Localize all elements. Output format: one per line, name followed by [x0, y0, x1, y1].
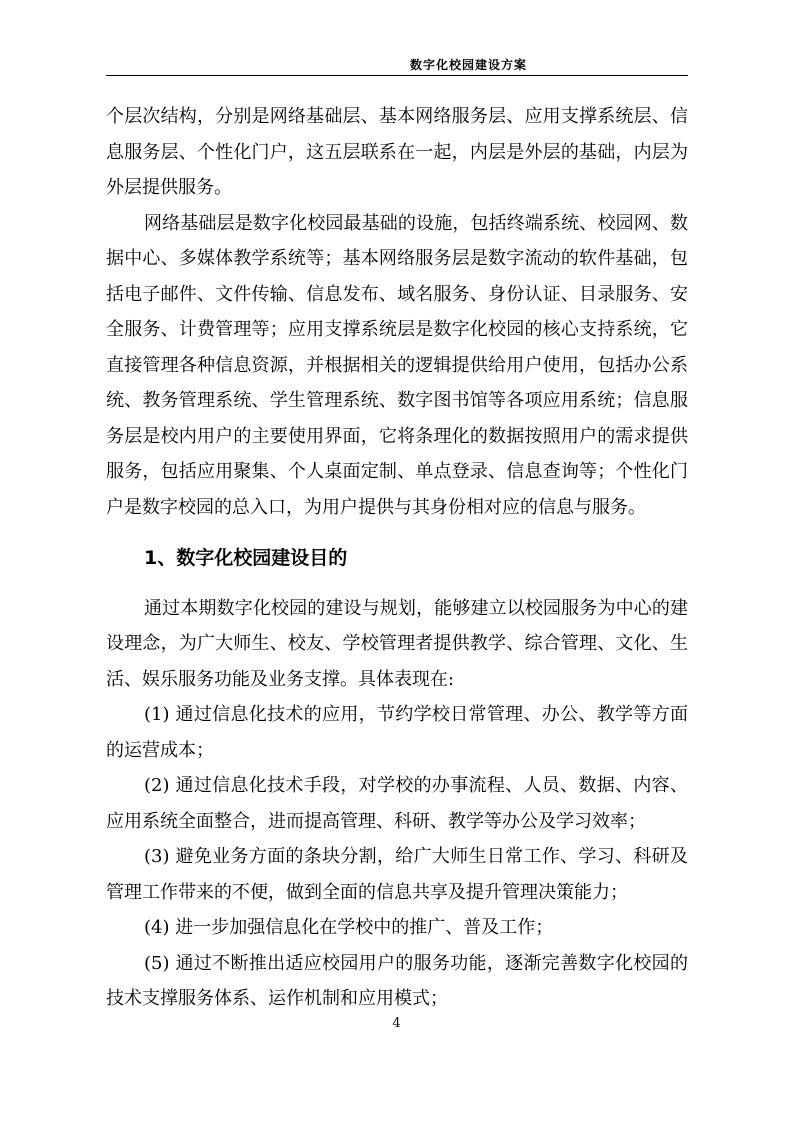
- page-body: [106, 99, 688, 1017]
- list-item: (3) 避免业务方面的条块分割，给广大师生日常工作、学习、科研及管理工作带来的不便，做到全面的信息共享及提升管理决策能力；: [106, 846, 688, 903]
- list-item: (4) 进一步加强信息化在学校中的推广、普及工作；: [144, 917, 554, 938]
- paragraph-continuation: 个层次结构，分别是网络基础层、基本网络服务层、应用支撑系统层、信息服务层、个性化门户，这五层联系在一起，内层是外层的基础，内层为外层提供服务。: [106, 106, 688, 198]
- section-intro: 通过本期数字化校园的建设与规划，能够建立以校园服务为中心的建设理念，为广大师生、校友、学校管理者提供教学、综合管理、文化、生活、娱乐服务功能及业务支撑。具体表现在:: [106, 597, 688, 690]
- list-item: (5) 通过不断推出适应校园用户的服务功能，逐渐完善数字化校园的技术支撑服务体系、运作机制和应用模式；: [106, 952, 688, 1009]
- paragraph-layers: 网络基础层是数字化校园最基础的设施，包括终端系统、校园网、数据中心、多媒体教学系统等；基本网络服务层是数字流动的软件基础，包括电子邮件、文件传输、信息发布、域名服务、身份认证、目录服务、安全服务、计费管理等；应用支撑系统层是数字化校园的核心支持系统，它直接管理各种信息资源，并根据相关的逻辑提供给用户使用，包括办公系统、教务管理系统、学生管理系统、数字图书馆等各项应用系统；信息服务层是校内用户的主要使用界面，它将条理化的数据按照用户的需求提供服务，包括应用聚集、个人桌面定制、单点登录、信息查询等；个性化门户是数字校园的总入口，为用户提供与其身份相对应的信息与服务。: [106, 212, 688, 518]
- page-number: 4: [392, 1016, 401, 1031]
- section-heading: 1、数字化校园建设目的: [144, 547, 348, 569]
- header-rule: [106, 75, 688, 76]
- list-item: (1) 通过信息化技术的应用，节约学校日常管理、办公、教学等方面的运营成本；: [106, 704, 688, 761]
- list-item: (2) 通过信息化技术手段，对学校的办事流程、人员、数据、内容、应用系统全面整合，进而提高管理、科研、教学等办公及学习效率；: [106, 775, 688, 832]
- running-header-title: 数字化校园建设方案: [410, 58, 528, 72]
